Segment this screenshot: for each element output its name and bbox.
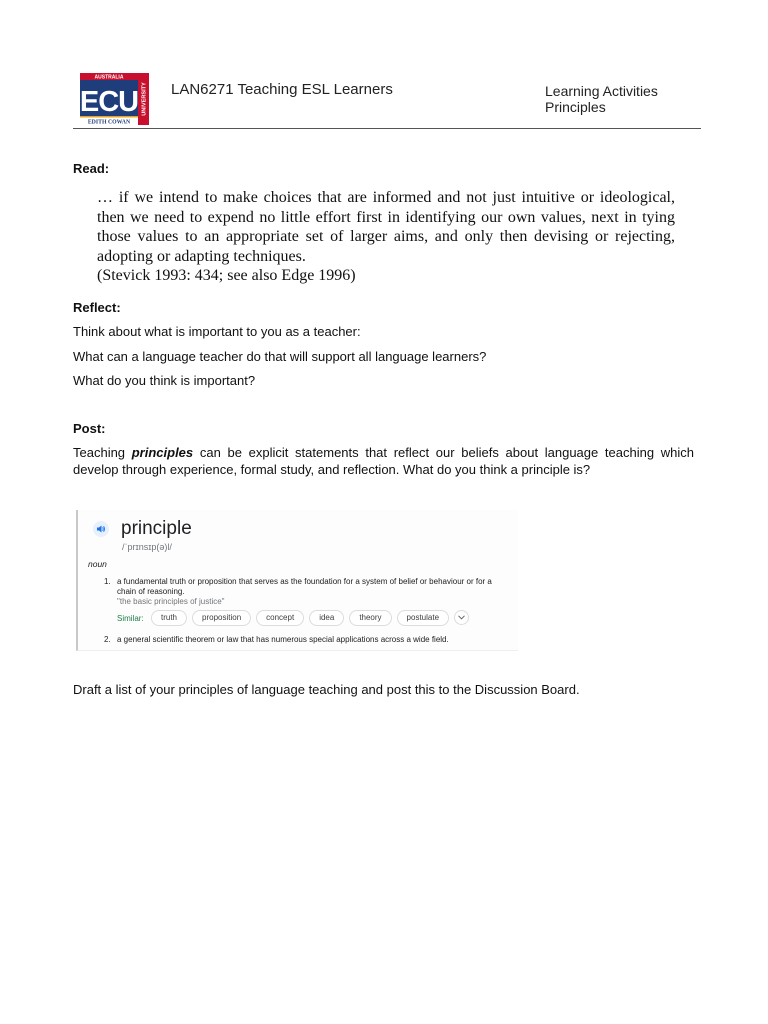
reflect-line-2: What can a language teacher do that will support all language learners? [73, 349, 487, 364]
definition-number-2: 2. [104, 635, 111, 644]
stevick-quote [97, 188, 675, 286]
post-emphasis: principles [131, 445, 194, 460]
dictionary-part-of-speech: noun [88, 559, 107, 569]
chevron-down-icon[interactable] [454, 610, 469, 625]
definition-1-example: "the basic principles of justice" [117, 597, 225, 606]
read-heading: Read: [73, 161, 110, 176]
quote-citation: (Stevick 1993: 434; see also Edge 1996) [97, 267, 356, 284]
post-text-start: Teaching [73, 445, 132, 460]
dictionary-card [76, 510, 518, 651]
definition-number-1: 1. [104, 577, 111, 586]
logo-side-text: UNIVERSITY [141, 82, 148, 116]
document-title-line1: Learning Activities [545, 83, 658, 99]
header-divider [73, 128, 701, 129]
dictionary-word: principle [121, 518, 192, 539]
similar-chip[interactable]: concept [256, 610, 304, 626]
similar-chip[interactable]: proposition [192, 610, 251, 626]
logo-bottom-text: EDITH COWAN [87, 119, 131, 125]
similar-chip[interactable]: theory [349, 610, 391, 626]
logo-letters: ECU [80, 86, 139, 118]
similar-chip[interactable]: postulate [397, 610, 449, 626]
reflect-heading: Reflect: [73, 300, 121, 315]
post-heading: Post: [73, 421, 106, 436]
quote-text: … if we intend to make choices that are informed and not just intuitive or ideological, then we need to expend no little effort first in identifying our own values, next in tying those values to an appropriate set of larger aims, and only then devising or rejecting, adopting or adapting techniques. [97, 189, 675, 265]
closing-instruction: Draft a list of your principles of language teaching and post this to the Discussion Board. [73, 682, 580, 697]
post-paragraph [73, 444, 694, 478]
similar-chip[interactable]: idea [309, 610, 344, 626]
definition-1: a fundamental truth or proposition that serves as the foundation for a system of belief or behaviour or for a chain of reasoning. [117, 577, 492, 596]
logo-top-text: AUSTRALIA [94, 74, 124, 81]
definition-2: a general scientific theorem or law that has numerous special applications across a wide field. [117, 635, 449, 644]
ecu-logo [80, 73, 149, 125]
similar-chip[interactable]: truth [151, 610, 187, 626]
ecu-logo-mark [80, 73, 149, 125]
post-text-end: can be explicit statements that reflect our beliefs about language teaching which develop through experience, formal study, and reflection. What do you think a principle is? [73, 445, 695, 477]
similar-label: Similar: [117, 614, 144, 623]
reflect-line-1: Think about what is important to you as a teacher: [73, 324, 361, 339]
dictionary-phonetic: /ˈprɪnsɪp(ə)l/ [122, 542, 172, 552]
document-title [545, 83, 658, 115]
speaker-icon[interactable] [93, 521, 109, 537]
similar-words [151, 610, 469, 626]
reflect-line-3: What do you think is important? [73, 373, 256, 388]
speaker-glyph [96, 524, 106, 534]
course-title: LAN6271 Teaching ESL Learners [171, 81, 393, 98]
document-title-line2: Principles [545, 99, 606, 115]
